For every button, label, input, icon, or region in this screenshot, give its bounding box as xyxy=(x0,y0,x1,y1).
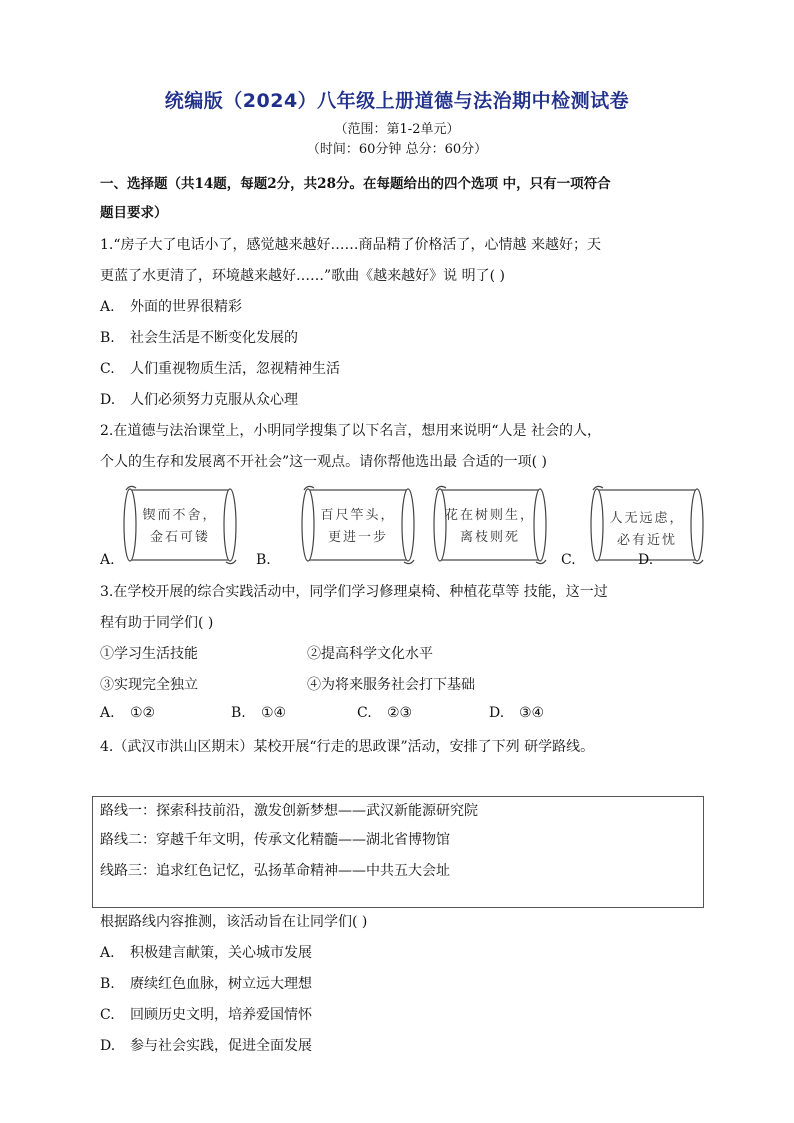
q2-option-b[interactable]: B. xyxy=(256,552,271,568)
q2-option-c[interactable]: C. xyxy=(561,552,576,568)
q3-option-a[interactable]: A. ①② xyxy=(100,705,156,721)
section-heading-cont: 题目要求） xyxy=(100,205,168,221)
q2-option-a[interactable]: A. xyxy=(100,552,115,568)
scroll-text-b: 百尺竿头， 更进一步 xyxy=(320,508,396,545)
q4-stem: 4.（武汉市洪山区期末）某校开展“行走的思政课”活动，安排了下列 研学路线。 xyxy=(100,739,595,755)
q3-stem-cont: 程有助于同学们( ) xyxy=(100,615,214,631)
q1-option-d[interactable]: D. 人们必须努力克服从众心理 xyxy=(100,392,298,408)
q3-option-c[interactable]: C. ②③ xyxy=(357,705,413,721)
exam-range: （范围：第1-2单元） xyxy=(334,122,460,137)
q3-item-1: ①学习生活技能 xyxy=(100,646,198,662)
route-2: 路线二：穿越千年文明，传承文化精髓——湖北省博物馆 xyxy=(100,832,450,848)
route-1: 路线一：探索科技前沿，激发创新梦想——武汉新能源研究院 xyxy=(100,803,478,819)
scroll-text-a: 锲而不舍， 金石可镂 xyxy=(142,508,218,545)
page-title: 统编版（2024）八年级上册道德与法治期中检测试卷 xyxy=(164,90,630,112)
q4-option-c[interactable]: C. 回顾历史文明，培养爱国情怀 xyxy=(100,1007,312,1023)
q3-item-2: ②提高科学文化水平 xyxy=(307,646,433,662)
q3-stem: 3.在学校开展的综合实践活动中，同学们学习修理桌椅、种植花草等 技能，这一过 xyxy=(100,584,608,600)
scroll-text-d: 人无远虑， 必有近忧 xyxy=(609,511,685,548)
q4-option-d[interactable]: D. 参与社会实践，促进全面发展 xyxy=(100,1038,312,1054)
section-heading: 一、选择题（共14题，每题2分，共28分。在每题给出的四个选项 中，只有一项符合 xyxy=(100,176,611,192)
q2-stem: 2.在道德与法治课堂上，小明同学搜集了以下名言，想用来说明“人是 社会的人， xyxy=(100,423,601,439)
route-box xyxy=(92,796,704,908)
q3-item-4: ④为将来服务社会打下基础 xyxy=(307,677,475,693)
scroll-text-c: 花在树则生， 离枝则死 xyxy=(444,508,535,545)
q4-option-b[interactable]: B. 赓续红色血脉，树立远大理想 xyxy=(100,976,312,992)
q1-stem: 1.“房子大了电话小了，感觉越来越好……商品精了价格活了，心情越 来越好；天 xyxy=(100,237,601,253)
q2-stem-cont: 个人的生存和发展离不开社会”这一观点。请你帮他选出最 合适的一项( ) xyxy=(100,454,547,470)
q2-option-d[interactable]: D. xyxy=(638,552,654,568)
q3-item-3: ③实现完全独立 xyxy=(100,677,198,693)
q1-option-b[interactable]: B. 社会生活是不断变化发展的 xyxy=(100,330,298,346)
q4-question: 根据路线内容推测，该活动旨在让同学们( ) xyxy=(100,914,368,930)
q1-stem-cont: 更蓝了水更清了，环境越来越好……”歌曲《越来越好》说 明了( ) xyxy=(100,268,505,284)
route-3: 线路三：追求红色记忆，弘扬革命精神——中共五大会址 xyxy=(100,863,450,879)
q3-option-b[interactable]: B. ①④ xyxy=(231,705,287,721)
q4-option-a[interactable]: A. 积极建言献策，关心城市发展 xyxy=(100,945,312,961)
q1-option-a[interactable]: A. 外面的世界很精彩 xyxy=(100,299,242,315)
exam-time-score: （时间：60分钟 总分：60分） xyxy=(306,142,488,157)
q1-option-c[interactable]: C. 人们重视物质生活，忽视精神生活 xyxy=(100,361,340,377)
q3-option-d[interactable]: D. ③④ xyxy=(489,705,545,721)
